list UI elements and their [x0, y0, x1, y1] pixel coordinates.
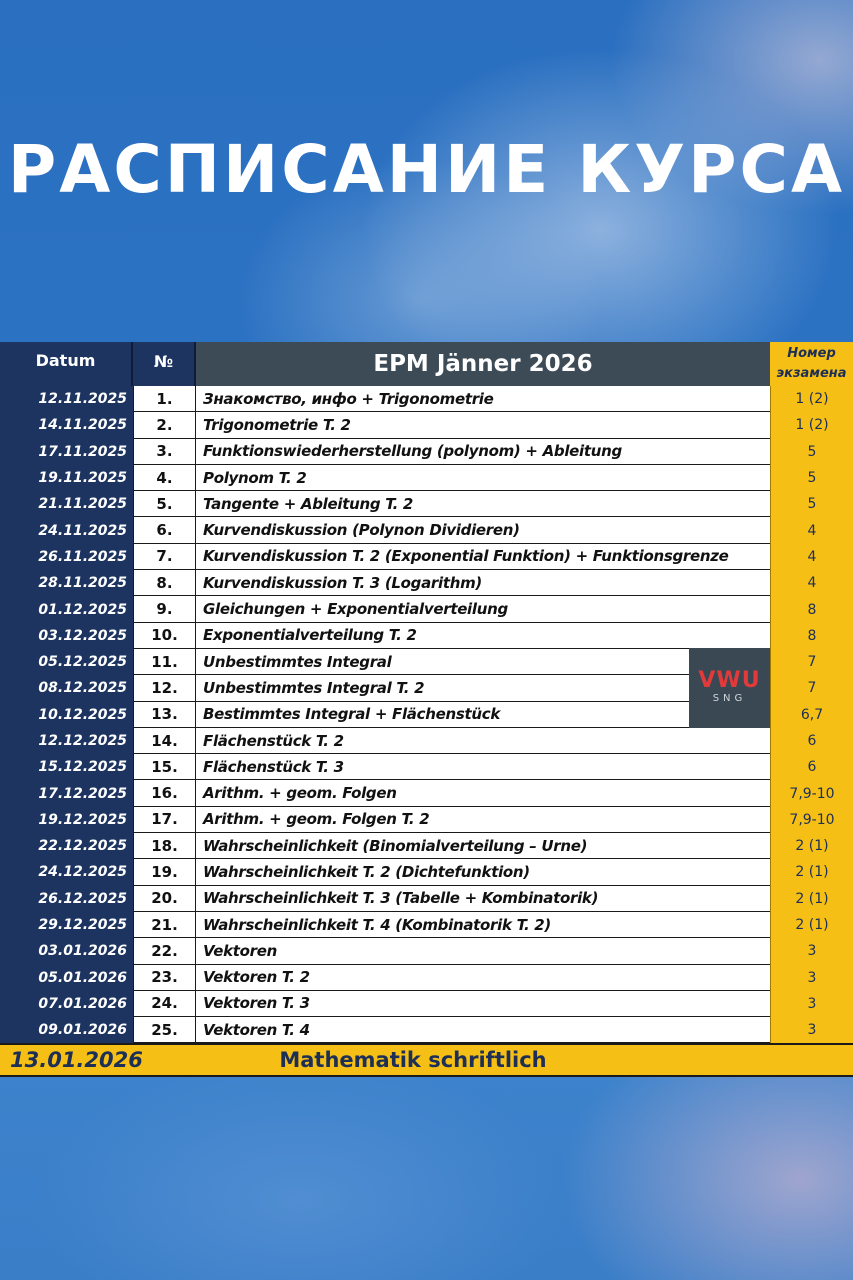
row-date: 22.12.2025: [0, 833, 133, 859]
row-number: 8.: [133, 570, 196, 596]
row-date: 01.12.2025: [0, 596, 133, 622]
table-row: [0, 991, 853, 1017]
row-date: 05.12.2025: [0, 649, 133, 675]
row-date: 28.11.2025: [0, 570, 133, 596]
row-number: 10.: [133, 623, 196, 649]
row-topic: Wahrscheinlichkeit T. 4 (Kombinatorik T. 2): [196, 912, 770, 938]
row-date: 03.01.2026: [0, 938, 133, 964]
row-exam: 4: [770, 517, 853, 543]
table-row: [0, 807, 853, 833]
table-row: [0, 439, 853, 465]
row-exam: 2 (1): [770, 833, 853, 859]
row-number: 7.: [133, 544, 196, 570]
row-topic: Unbestimmtes Integral T. 2: [196, 675, 770, 701]
row-topic: Trigonometrie T. 2: [196, 412, 770, 438]
vwu-logo: [689, 648, 770, 728]
row-topic: Funktionswiederherstellung (polynom) + Ableitung: [196, 439, 770, 465]
row-topic: Wahrscheinlichkeit T. 2 (Dichtefunktion): [196, 859, 770, 885]
table-row: [0, 833, 853, 859]
table-row: [0, 465, 853, 491]
row-date: 26.11.2025: [0, 544, 133, 570]
row-topic: Знакомство, инфо + Trigonometrie: [196, 386, 770, 412]
table-row: [0, 780, 853, 806]
row-date: 26.12.2025: [0, 886, 133, 912]
row-exam: 8: [770, 596, 853, 622]
row-exam: 3: [770, 991, 853, 1017]
table-row: [0, 623, 853, 649]
table-row: [0, 544, 853, 570]
row-exam: 1 (2): [770, 412, 853, 438]
row-number: 15.: [133, 754, 196, 780]
row-number: 3.: [133, 439, 196, 465]
row-topic: Bestimmtes Integral + Flächenstück: [196, 702, 770, 728]
exam-label: Mathematik schriftlich: [279, 1048, 547, 1073]
table-row: [0, 965, 853, 991]
row-topic: Vektoren T. 4: [196, 1017, 770, 1043]
table-row: [0, 412, 853, 438]
row-date: 12.11.2025: [0, 386, 133, 412]
row-date: 17.11.2025: [0, 439, 133, 465]
table-row: [0, 938, 853, 964]
row-exam: 3: [770, 1017, 853, 1043]
row-exam: 2 (1): [770, 912, 853, 938]
row-date: 03.12.2025: [0, 623, 133, 649]
exam-footer: [0, 1043, 853, 1077]
row-number: 23.: [133, 965, 196, 991]
row-exam: 2 (1): [770, 886, 853, 912]
row-topic: Vektoren T. 2: [196, 965, 770, 991]
row-date: 17.12.2025: [0, 780, 133, 806]
row-number: 6.: [133, 517, 196, 543]
row-number: 20.: [133, 886, 196, 912]
row-number: 25.: [133, 1017, 196, 1043]
table-row: [0, 596, 853, 622]
row-number: 9.: [133, 596, 196, 622]
row-number: 4.: [133, 465, 196, 491]
table-row: [0, 728, 853, 754]
row-date: 21.11.2025: [0, 491, 133, 517]
row-topic: Kurvendiskussion T. 3 (Logarithm): [196, 570, 770, 596]
row-date: 10.12.2025: [0, 702, 133, 728]
row-exam: 3: [770, 938, 853, 964]
row-topic: Kurvendiskussion T. 2 (Exponential Funktion) + Funktionsgrenze: [196, 544, 770, 570]
row-topic: Exponentialverteilung T. 2: [196, 623, 770, 649]
row-exam: 2 (1): [770, 859, 853, 885]
row-topic: Flächenstück T. 2: [196, 728, 770, 754]
row-date: 05.01.2026: [0, 965, 133, 991]
row-date: 07.01.2026: [0, 991, 133, 1017]
row-date: 08.12.2025: [0, 675, 133, 701]
row-date: 29.12.2025: [0, 912, 133, 938]
row-topic: Flächenstück T. 3: [196, 754, 770, 780]
table-row: [0, 491, 853, 517]
row-exam: 7: [770, 675, 853, 701]
row-exam: 7,9-10: [770, 807, 853, 833]
table-row: [0, 912, 853, 938]
row-exam: 5: [770, 465, 853, 491]
row-number: 19.: [133, 859, 196, 885]
row-number: 1.: [133, 386, 196, 412]
row-date: 14.11.2025: [0, 412, 133, 438]
row-exam: 1 (2): [770, 386, 853, 412]
row-number: 24.: [133, 991, 196, 1017]
row-exam: 4: [770, 570, 853, 596]
row-exam: 8: [770, 623, 853, 649]
row-exam: 4: [770, 544, 853, 570]
row-exam: 5: [770, 439, 853, 465]
row-topic: Vektoren: [196, 938, 770, 964]
row-topic: Kurvendiskussion (Polynon Dividieren): [196, 517, 770, 543]
row-number: 16.: [133, 780, 196, 806]
row-date: 15.12.2025: [0, 754, 133, 780]
row-number: 18.: [133, 833, 196, 859]
header-number: №: [133, 342, 196, 386]
row-date: 09.01.2026: [0, 1017, 133, 1043]
row-number: 12.: [133, 675, 196, 701]
row-topic: Gleichungen + Exponentialverteilung: [196, 596, 770, 622]
header-date: Datum: [0, 342, 133, 386]
table-row: [0, 386, 853, 412]
row-date: 24.11.2025: [0, 517, 133, 543]
row-number: 2.: [133, 412, 196, 438]
row-number: 13.: [133, 702, 196, 728]
row-date: 24.12.2025: [0, 859, 133, 885]
row-exam: 3: [770, 965, 853, 991]
table-row: [0, 886, 853, 912]
row-topic: Tangente + Ableitung T. 2: [196, 491, 770, 517]
row-topic: Arithm. + geom. Folgen T. 2: [196, 807, 770, 833]
row-topic: Unbestimmtes Integral: [196, 649, 770, 675]
row-exam: 6,7: [770, 702, 853, 728]
page-title: РАСПИСАНИЕ КУРСА: [7, 131, 846, 208]
row-topic: Arithm. + geom. Folgen: [196, 780, 770, 806]
row-topic: Wahrscheinlichkeit T. 3 (Tabelle + Kombinatorik): [196, 886, 770, 912]
row-number: 17.: [133, 807, 196, 833]
row-exam: 7,9-10: [770, 780, 853, 806]
row-exam: 6: [770, 754, 853, 780]
row-exam: 6: [770, 728, 853, 754]
row-topic: Wahrscheinlichkeit (Binomialverteilung – Urne): [196, 833, 770, 859]
table-header: [0, 342, 853, 386]
row-number: 5.: [133, 491, 196, 517]
row-exam: 5: [770, 491, 853, 517]
row-number: 22.: [133, 938, 196, 964]
row-number: 14.: [133, 728, 196, 754]
row-date: 19.11.2025: [0, 465, 133, 491]
logo-sub-text: SNG: [712, 693, 747, 704]
exam-date: 13.01.2026: [10, 1048, 143, 1073]
header-topic: EPM Jänner 2026: [196, 342, 770, 386]
table-row: [0, 517, 853, 543]
row-number: 21.: [133, 912, 196, 938]
header-exam: Номер экзамена: [770, 342, 853, 386]
table-row: [0, 859, 853, 885]
table-row: [0, 1017, 853, 1043]
logo-main-text: VWU: [698, 668, 761, 693]
row-exam: 7: [770, 649, 853, 675]
row-number: 11.: [133, 649, 196, 675]
table-row: [0, 754, 853, 780]
row-topic: Vektoren T. 3: [196, 991, 770, 1017]
row-date: 19.12.2025: [0, 807, 133, 833]
table-row: [0, 570, 853, 596]
row-date: 12.12.2025: [0, 728, 133, 754]
row-topic: Polynom T. 2: [196, 465, 770, 491]
